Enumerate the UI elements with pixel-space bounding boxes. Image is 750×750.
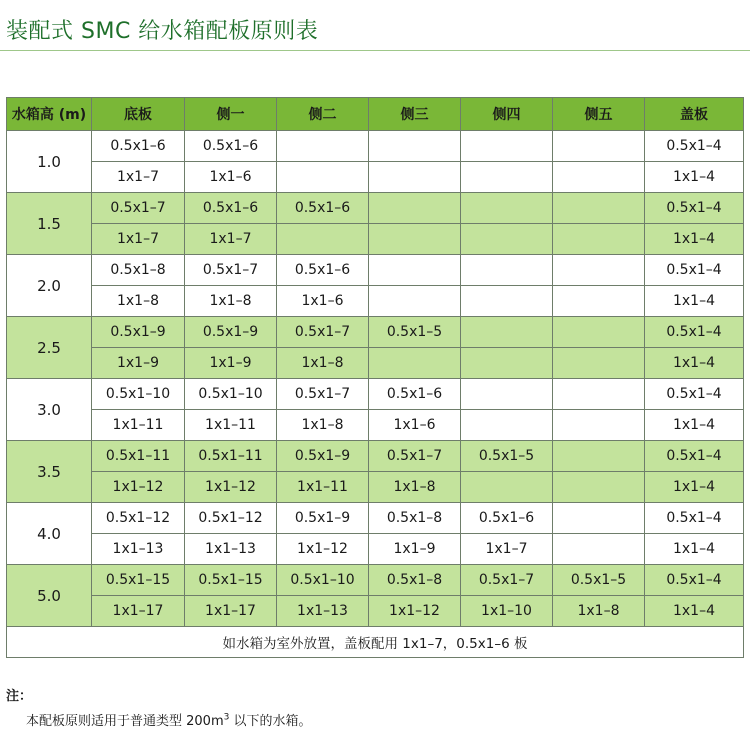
table-row [7,131,744,162]
side-4-cell [461,255,553,286]
notes-label: 注： [6,689,33,704]
bottom-panel-cell: 0.5x1–12 [92,503,185,534]
side-3-cell: 1x1–6 [369,410,461,441]
table-row [7,162,744,193]
side-3-cell: 0.5x1–8 [369,503,461,534]
side-4-cell: 0.5x1–5 [461,441,553,472]
side-4-cell: 0.5x1–6 [461,503,553,534]
side-1-cell: 0.5x1–6 [185,193,277,224]
cover-panel-cell: 0.5x1–4 [645,131,744,162]
cover-panel-cell: 1x1–4 [645,224,744,255]
bottom-panel-cell: 1x1–13 [92,534,185,565]
tank-height-cell: 1.5 [7,193,92,255]
side-5-cell [553,503,645,534]
side-5-cell [553,410,645,441]
table-row [7,193,744,224]
side-1-cell: 0.5x1–6 [185,131,277,162]
header-side-2: 侧二 [277,98,369,131]
side-2-cell [277,162,369,193]
table-row [7,224,744,255]
side-3-cell: 0.5x1–5 [369,317,461,348]
side-4-cell [461,193,553,224]
side-2-cell: 0.5x1–6 [277,255,369,286]
side-5-cell [553,379,645,410]
side-2-cell: 1x1–8 [277,410,369,441]
side-1-cell: 1x1–6 [185,162,277,193]
side-5-cell [553,472,645,503]
cover-panel-cell: 0.5x1–4 [645,503,744,534]
table-row [7,565,744,596]
side-5-cell [553,224,645,255]
header-side-4: 侧四 [461,98,553,131]
side-2-cell: 1x1–8 [277,348,369,379]
side-5-cell [553,348,645,379]
table-row [7,286,744,317]
bottom-panel-cell: 1x1–17 [92,596,185,627]
side-3-cell [369,255,461,286]
side-3-cell [369,348,461,379]
bottom-panel-cell: 1x1–9 [92,348,185,379]
side-1-cell: 1x1–11 [185,410,277,441]
side-1-cell: 1x1–13 [185,534,277,565]
bottom-panel-cell: 0.5x1–10 [92,379,185,410]
header-bottom-panel: 底板 [92,98,185,131]
notes-text-before: 本配板原则适用于普通类型 200m [26,714,224,729]
cover-panel-cell: 1x1–4 [645,348,744,379]
side-5-cell [553,534,645,565]
table-row [7,441,744,472]
side-3-cell: 1x1–12 [369,596,461,627]
side-1-cell: 0.5x1–9 [185,317,277,348]
cover-panel-cell: 0.5x1–4 [645,255,744,286]
table-footer-row [7,627,744,658]
page-title: 装配式 SMC 给水箱配板原则表 [6,19,319,44]
side-1-cell: 1x1–9 [185,348,277,379]
side-4-cell [461,317,553,348]
notes-superscript: 3 [223,712,230,723]
cover-panel-cell: 1x1–4 [645,286,744,317]
side-1-cell: 0.5x1–11 [185,441,277,472]
side-2-cell: 1x1–6 [277,286,369,317]
tank-height-cell: 3.5 [7,441,92,503]
side-5-cell: 0.5x1–5 [553,565,645,596]
side-2-cell: 0.5x1–6 [277,193,369,224]
side-4-cell [461,472,553,503]
tank-height-cell: 1.0 [7,131,92,193]
header-side-5: 侧五 [553,98,645,131]
side-2-cell: 0.5x1–10 [277,565,369,596]
side-4-cell: 0.5x1–7 [461,565,553,596]
header-tank-height: 水箱高 (m) [7,98,92,131]
side-3-cell: 1x1–8 [369,472,461,503]
cover-panel-cell: 0.5x1–4 [645,317,744,348]
side-1-cell: 1x1–17 [185,596,277,627]
table-row [7,472,744,503]
cover-panel-cell: 0.5x1–4 [645,193,744,224]
side-5-cell [553,286,645,317]
bottom-panel-cell: 0.5x1–6 [92,131,185,162]
title-divider [0,50,750,51]
cover-panel-cell: 0.5x1–4 [645,379,744,410]
side-1-cell: 0.5x1–7 [185,255,277,286]
table-row [7,596,744,627]
tank-height-cell: 3.0 [7,379,92,441]
side-2-cell: 1x1–11 [277,472,369,503]
cover-panel-cell: 1x1–4 [645,534,744,565]
header-cover-panel: 盖板 [645,98,744,131]
tank-height-cell: 5.0 [7,565,92,627]
cover-panel-cell: 1x1–4 [645,410,744,441]
side-4-cell [461,410,553,441]
cover-panel-cell: 0.5x1–4 [645,441,744,472]
bottom-panel-cell: 1x1–8 [92,286,185,317]
side-2-cell: 1x1–12 [277,534,369,565]
side-3-cell [369,131,461,162]
cover-panel-cell: 0.5x1–4 [645,565,744,596]
side-2-cell: 0.5x1–7 [277,317,369,348]
bottom-panel-cell: 0.5x1–9 [92,317,185,348]
bottom-panel-cell: 0.5x1–15 [92,565,185,596]
side-5-cell [553,441,645,472]
table-row [7,534,744,565]
side-1-cell: 1x1–7 [185,224,277,255]
side-3-cell [369,162,461,193]
tank-height-cell: 4.0 [7,503,92,565]
side-4-cell [461,224,553,255]
side-2-cell: 0.5x1–7 [277,379,369,410]
table-row [7,348,744,379]
side-2-cell [277,131,369,162]
panel-configuration-table [6,97,744,658]
notes-text-after: 以下的水箱。 [229,714,312,729]
side-3-cell: 0.5x1–6 [369,379,461,410]
header-side-3: 侧三 [369,98,461,131]
side-1-cell: 1x1–12 [185,472,277,503]
side-5-cell [553,162,645,193]
table-row [7,503,744,534]
bottom-panel-cell: 1x1–7 [92,224,185,255]
table-header-row [7,98,744,131]
outdoor-cover-note: 如水箱为室外放置，盖板配用 1x1–7，0.5x1–6 板 [7,627,744,658]
cover-panel-cell: 1x1–4 [645,596,744,627]
side-3-cell: 1x1–9 [369,534,461,565]
side-4-cell: 1x1–10 [461,596,553,627]
tank-height-cell: 2.0 [7,255,92,317]
side-4-cell [461,131,553,162]
bottom-panel-cell: 0.5x1–8 [92,255,185,286]
side-5-cell [553,255,645,286]
table-row [7,255,744,286]
bottom-panel-cell: 0.5x1–11 [92,441,185,472]
cover-panel-cell: 1x1–4 [645,162,744,193]
bottom-panel-cell: 1x1–11 [92,410,185,441]
side-1-cell: 1x1–8 [185,286,277,317]
side-5-cell: 1x1–8 [553,596,645,627]
side-5-cell [553,317,645,348]
cover-panel-cell: 1x1–4 [645,472,744,503]
bottom-panel-cell: 1x1–12 [92,472,185,503]
side-4-cell [461,286,553,317]
side-3-cell [369,286,461,317]
side-2-cell: 1x1–13 [277,596,369,627]
side-4-cell [461,348,553,379]
side-3-cell [369,193,461,224]
side-1-cell: 0.5x1–12 [185,503,277,534]
notes-text [26,710,311,729]
table-body [7,131,744,627]
side-1-cell: 0.5x1–15 [185,565,277,596]
bottom-panel-cell: 1x1–7 [92,162,185,193]
bottom-panel-cell: 0.5x1–7 [92,193,185,224]
side-2-cell [277,224,369,255]
side-4-cell [461,379,553,410]
table-row [7,379,744,410]
table-row [7,410,744,441]
tank-height-cell: 2.5 [7,317,92,379]
side-1-cell: 0.5x1–10 [185,379,277,410]
side-5-cell [553,131,645,162]
header-side-1: 侧一 [185,98,277,131]
side-3-cell: 0.5x1–8 [369,565,461,596]
side-5-cell [553,193,645,224]
side-2-cell: 0.5x1–9 [277,503,369,534]
side-3-cell: 0.5x1–7 [369,441,461,472]
side-4-cell: 1x1–7 [461,534,553,565]
table-row [7,317,744,348]
side-3-cell [369,224,461,255]
side-2-cell: 0.5x1–9 [277,441,369,472]
side-4-cell [461,162,553,193]
